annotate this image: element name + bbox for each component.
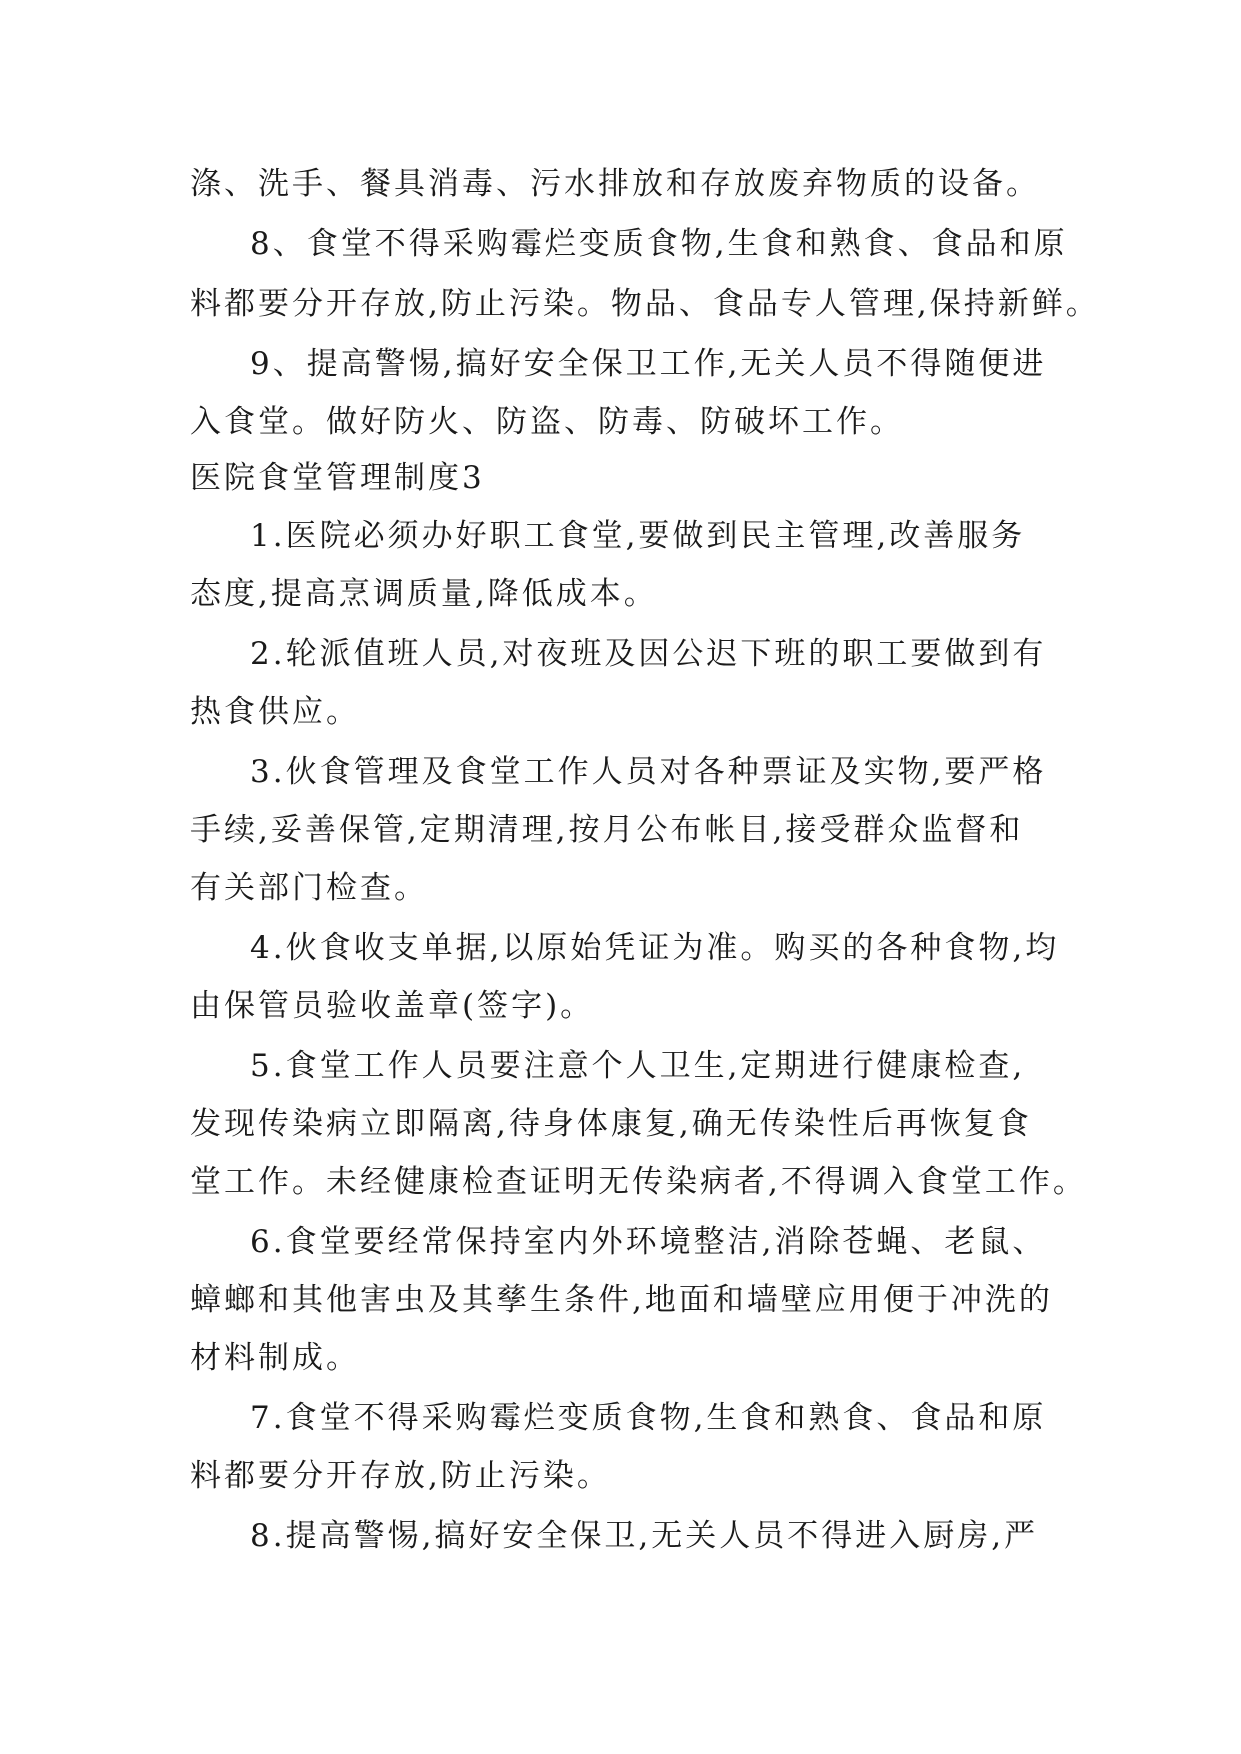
text-line: 9、提高警惕,搞好安全保卫工作,无关人员不得随便进 [250, 346, 1047, 382]
text-line: 8、食堂不得采购霉烂变质食物,生食和熟食、食品和原 [250, 226, 1068, 262]
text-line: 发现传染病立即隔离,待身体康复,确无传染性后再恢复食 [190, 1106, 1032, 1142]
text-line: 6.食堂要经常保持室内外环境整洁,消除苍蝇、老鼠、 [250, 1224, 1047, 1260]
text-line: 材料制成。 [190, 1340, 360, 1376]
text-line: 4.伙食收支单据,以原始凭证为准。购买的各种食物,均 [250, 930, 1060, 966]
text-line: 5.食堂工作人员要注意个人卫生,定期进行健康检查, [250, 1048, 1026, 1084]
text-line: 入食堂。做好防火、防盗、防毒、防破坏工作。 [190, 404, 904, 440]
text-line: 涤、洗手、餐具消毒、污水排放和存放废弃物质的设备。 [190, 166, 1040, 202]
text-line: 态度,提高烹调质量,降低成本。 [190, 576, 658, 612]
text-line: 由保管员验收盖章(签字)。 [190, 988, 595, 1024]
text-line: 7.食堂不得采购霉烂变质食物,生食和熟食、食品和原 [250, 1400, 1047, 1436]
section-title: 医院食堂管理制度3 [190, 460, 485, 496]
text-line: 有关部门检查。 [190, 870, 428, 906]
text-line: 料都要分开存放,防止污染。 [190, 1458, 611, 1494]
text-line: 手续,妥善保管,定期清理,按月公布帐目,接受群众监督和 [190, 812, 1024, 848]
text-line: 8.提高警惕,搞好安全保卫,无关人员不得进入厨房,严 [250, 1518, 1039, 1554]
text-line: 3.伙食管理及食堂工作人员对各种票证及实物,要严格 [250, 754, 1047, 790]
text-line: 热食供应。 [190, 694, 360, 730]
text-line: 堂工作。未经健康检查证明无传染病者,不得调入食堂工作。 [190, 1164, 1087, 1200]
text-line: 蟑螂和其他害虫及其孳生条件,地面和墙壁应用便于冲洗的 [190, 1282, 1053, 1318]
text-line: 2.轮派值班人员,对夜班及因公迟下班的职工要做到有 [250, 636, 1047, 672]
text-line: 1.医院必须办好职工食堂,要做到民主管理,改善服务 [250, 518, 1026, 554]
text-line: 料都要分开存放,防止污染。物品、食品专人管理,保持新鲜。 [190, 286, 1100, 322]
